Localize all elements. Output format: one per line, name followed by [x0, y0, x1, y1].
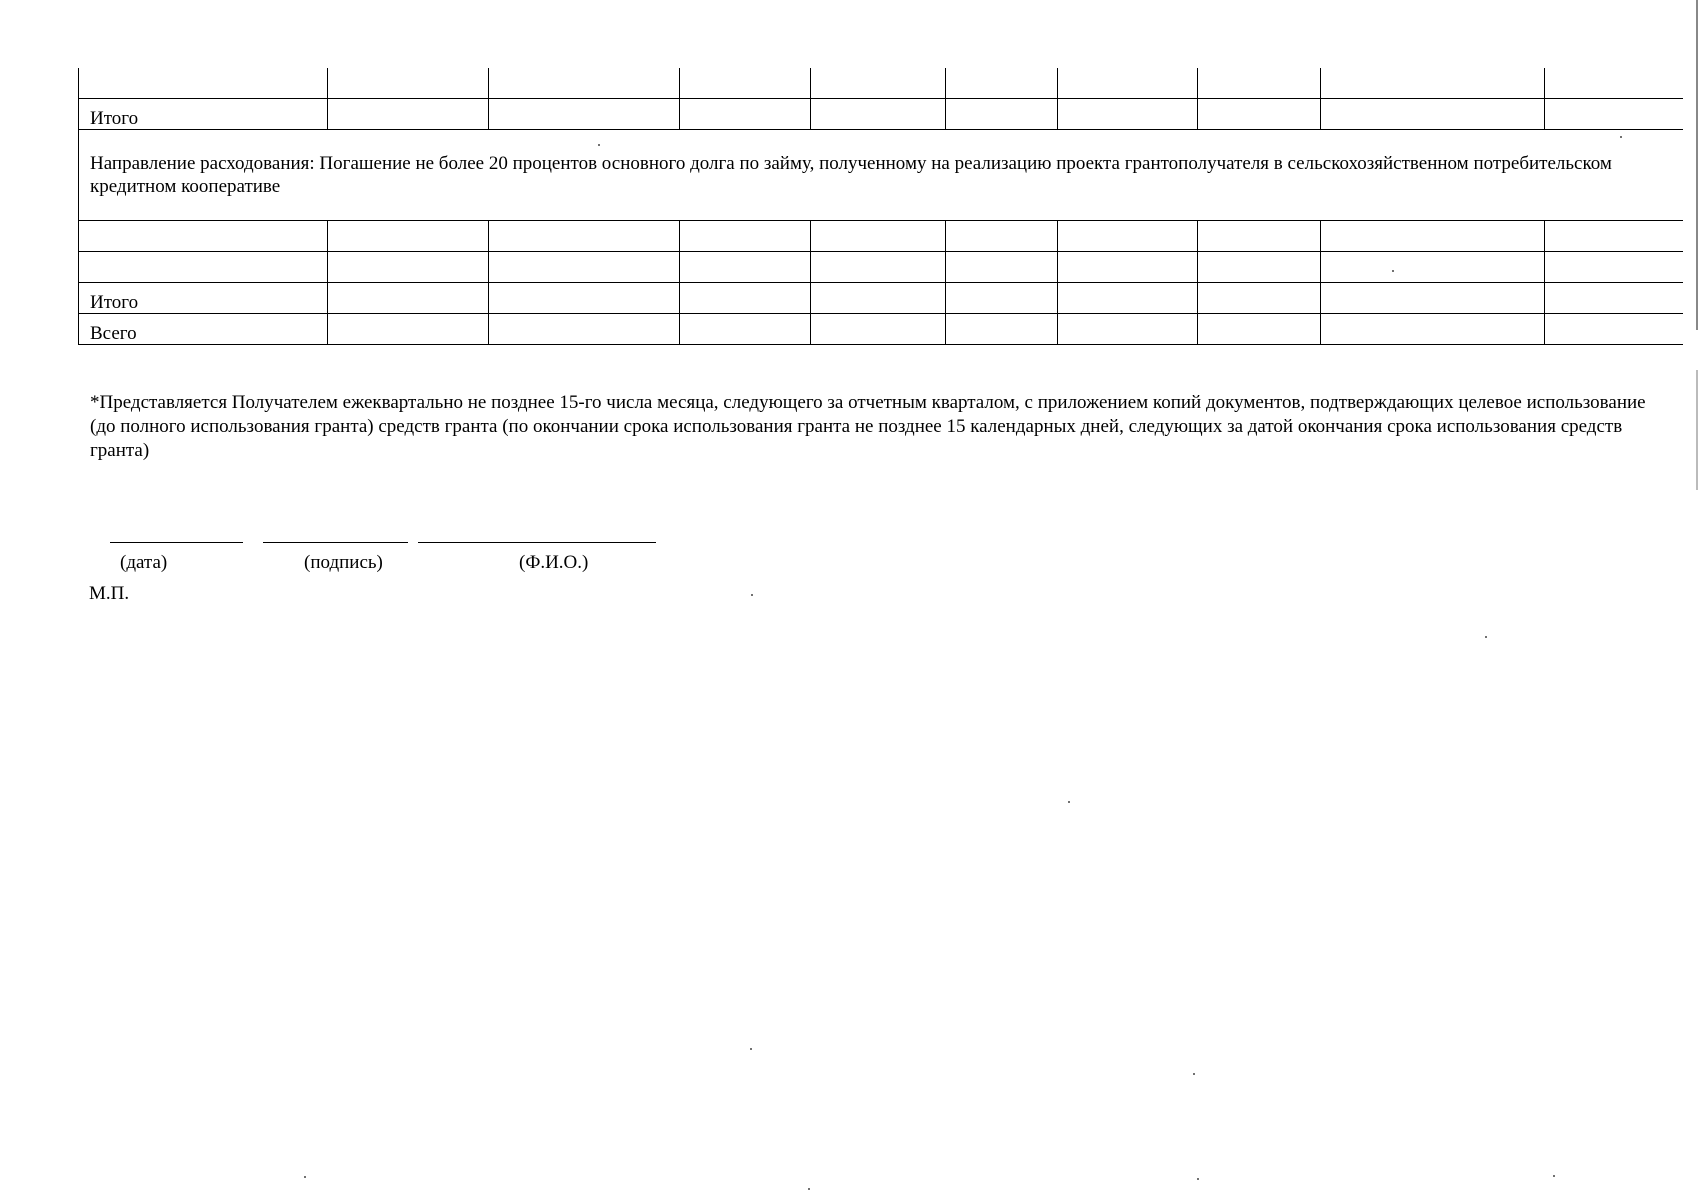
table-cell: [680, 283, 811, 314]
table-cell: [489, 221, 680, 252]
table-cell: [1545, 221, 1683, 252]
table-cell: [811, 99, 946, 130]
table-cell: [328, 252, 489, 283]
table-cell: [1321, 221, 1545, 252]
table-cell: [680, 314, 811, 345]
scan-speck: [750, 1048, 752, 1050]
table-row: [79, 68, 1683, 99]
table-cell: [328, 68, 489, 99]
table-cell: [1198, 221, 1321, 252]
table-row: [79, 252, 1683, 283]
scan-speck: [1485, 636, 1487, 638]
table-cell: [79, 68, 328, 99]
table-cell: [1198, 252, 1321, 283]
table-row-direction: [79, 130, 1683, 221]
table-cell: [328, 99, 489, 130]
total-label: Итого: [79, 99, 328, 130]
table-cell: [79, 252, 328, 283]
table-cell: [811, 68, 946, 99]
scan-speck: [751, 594, 753, 596]
table-cell: [1321, 283, 1545, 314]
date-label: (дата): [120, 552, 168, 573]
table-cell: [946, 68, 1058, 99]
scan-speck: [1392, 270, 1394, 272]
signature-line: [263, 542, 408, 543]
table-cell: [1545, 252, 1683, 283]
table-cell: [1198, 283, 1321, 314]
scan-speck: [808, 1188, 810, 1190]
scan-speck: [598, 144, 600, 146]
table-cell: [1545, 68, 1683, 99]
table-cell: [1321, 99, 1545, 130]
table-cell: [811, 221, 946, 252]
table-cell: [489, 283, 680, 314]
table-cell: [680, 221, 811, 252]
table-cell: [1198, 99, 1321, 130]
table-cell: [680, 99, 811, 130]
scan-speck: [1068, 801, 1070, 803]
table-cell: [1058, 99, 1198, 130]
table-row-total: [79, 283, 1683, 314]
table-cell: [79, 221, 328, 252]
table-cell: [946, 221, 1058, 252]
table-row: [79, 221, 1683, 252]
table-cell: [1058, 283, 1198, 314]
table-cell: [328, 283, 489, 314]
table-cell: [946, 283, 1058, 314]
scan-speck: [1553, 1175, 1555, 1177]
table-cell: [1545, 99, 1683, 130]
table-cell: [489, 68, 680, 99]
scan-speck: [1193, 1073, 1195, 1075]
table-cell: [328, 221, 489, 252]
table-row-grand-total: [79, 314, 1683, 345]
scan-speck: [1197, 1178, 1199, 1180]
table-cell: [1321, 68, 1545, 99]
table-cell: [680, 68, 811, 99]
table-cell: [946, 252, 1058, 283]
table-cell: [1058, 68, 1198, 99]
table-cell: [811, 314, 946, 345]
name-signature-line: [418, 542, 656, 543]
signature-label: (подпись): [304, 552, 383, 573]
scan-speck: [1620, 136, 1622, 138]
table-cell: [946, 314, 1058, 345]
table-cell: [1545, 283, 1683, 314]
table-cell: [811, 252, 946, 283]
table-cell: [1198, 68, 1321, 99]
expense-report-table: [78, 68, 1683, 345]
scan-speck: [304, 1176, 306, 1178]
footnote-text: *Представляется Получателем ежеквартально не позднее 15-го числа месяца, следующего за отчетным кварталом, с приложением копий документов, подтверждающих целевое использование (до полного использования гранта) средств гранта (по окончании срока использования гранта не позднее 15 календарных дней, следующих за датой окончания срока использования средств гранта): [90, 392, 1646, 461]
table-cell: [489, 314, 680, 345]
table-cell: [1058, 252, 1198, 283]
date-signature-line: [110, 542, 243, 543]
table-cell: [1198, 314, 1321, 345]
table-cell: [1321, 314, 1545, 345]
expense-direction-text: Направление расходования: Погашение не более 20 процентов основного долга по займу, полученному на реализацию проекта грантополучателя в сельскохозяйственном потребительском кредитном кооперативе: [79, 130, 1683, 221]
table-cell: [328, 314, 489, 345]
grand-total-label: Всего: [79, 314, 328, 345]
table-cell: [680, 252, 811, 283]
table-cell: [489, 252, 680, 283]
table-row-total: [79, 99, 1683, 130]
table-cell: [1058, 314, 1198, 345]
stamp-place-label: М.П.: [89, 583, 130, 604]
table-cell: [811, 283, 946, 314]
table-cell: [1058, 221, 1198, 252]
table-cell: [946, 99, 1058, 130]
table-cell: [489, 99, 680, 130]
table-cell: [1545, 314, 1683, 345]
total-label: Итого: [79, 283, 328, 314]
table-cell: [1321, 252, 1545, 283]
name-label: (Ф.И.О.): [519, 552, 589, 573]
